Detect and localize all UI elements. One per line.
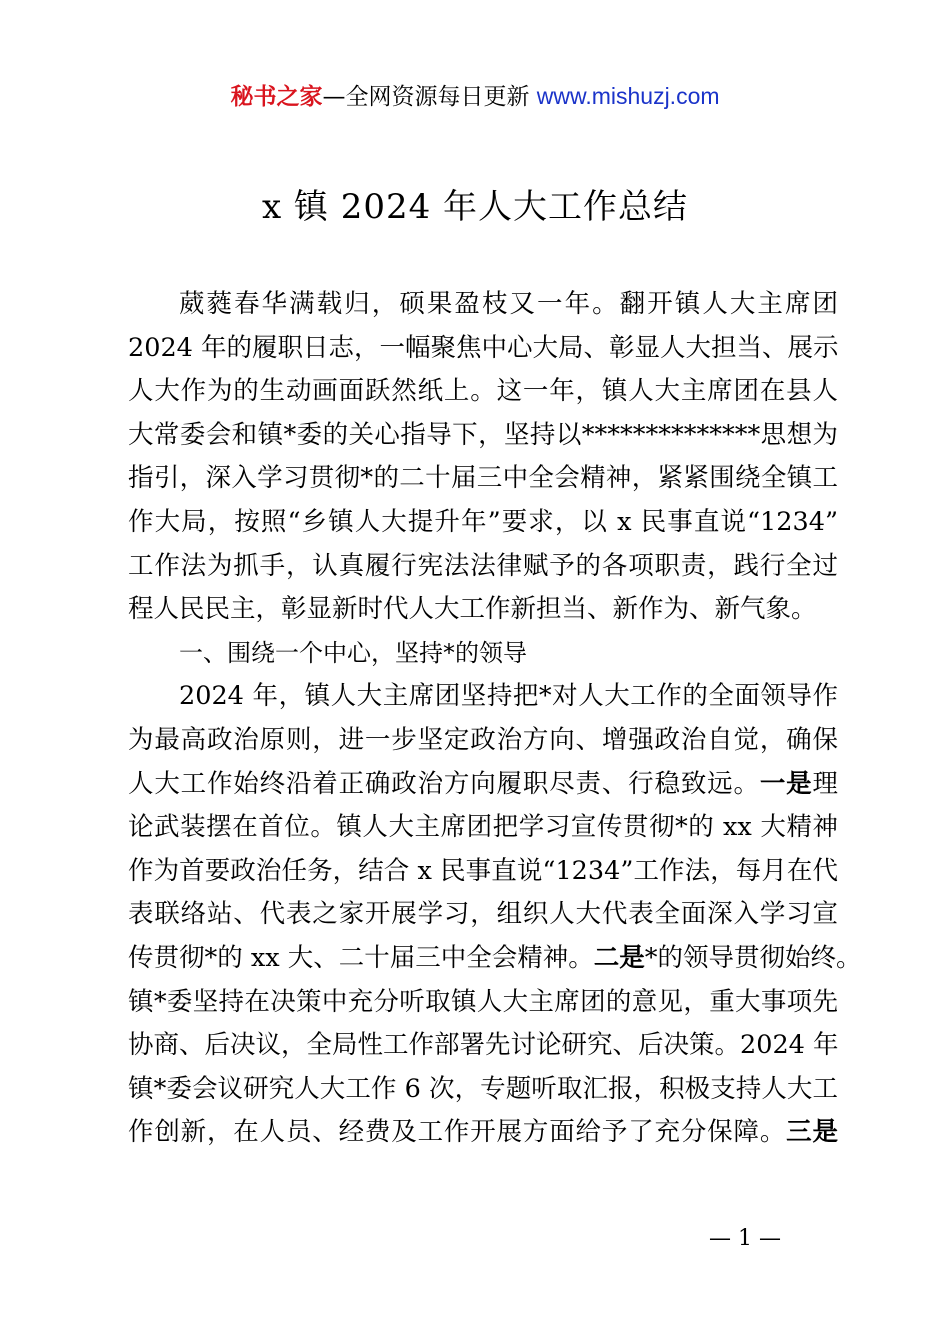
- site-tagline: —全网资源每日更新: [322, 84, 530, 110]
- text-line: 大常委会和镇*委的关心指导下，坚持以**************思想为: [128, 419, 838, 450]
- text-segment: 理: [812, 768, 838, 799]
- text-line: 人大作为的生动画面跃然纸上。这一年，镇人大主席团在县人: [128, 376, 838, 407]
- text-segment: 传贯彻*的 xx 大、二十届三中全会精神。: [128, 942, 594, 973]
- text-line: 论武装摆在首位。镇人大主席团把学习宣传贯彻*的 xx 大精神: [128, 812, 838, 843]
- paragraph-intro: [128, 283, 838, 632]
- text-line: 2024 年，镇人大主席团坚持把*对人大工作的全面领导作: [179, 681, 838, 712]
- text-line: 表联络站、代表之家开展学习，组织人大代表全面深入学习宣: [128, 899, 838, 930]
- text-line: 程人民民主，彰显新时代人大工作新担当、新作为、新气象。: [128, 594, 817, 625]
- bold-marker: 三是: [786, 1117, 838, 1148]
- document-title: x 镇 2024 年人大工作总结: [261, 187, 689, 227]
- text-line: 作大局，按照“乡镇人大提升年”要求，以 x 民事直说“1234”: [128, 506, 838, 537]
- text-line: 为最高政治原则，进一步坚定政治方向、增强政治自觉，确保: [128, 724, 838, 755]
- text-line: [128, 937, 862, 981]
- text-line: 镇*委会议研究人大工作 6 次，专题听取汇报，积极支持人大工: [128, 1073, 838, 1104]
- bold-marker: 一是: [759, 768, 813, 799]
- text-segment: 作创新，在人员、经费及工作开展方面给予了充分保障。: [128, 1117, 787, 1148]
- page-number: — 1 —: [709, 1226, 781, 1251]
- text-line: 作为首要政治任务，结合 x 民事直说“1234”工作法，每月在代: [128, 855, 838, 886]
- text-line: 指引，深入学习贯彻*的二十届三中全会精神，紧紧围绕全镇工: [128, 463, 838, 494]
- site-url-link[interactable]: www.mishuzj.com: [536, 83, 720, 109]
- text-line: 葳蕤春华满载归，硕果盈枝又一年。翻开镇人大主席团: [179, 289, 838, 319]
- paragraph-section-1: [128, 675, 862, 1155]
- text-line: 协商、后决议，全局性工作部署先讨论研究、后决策。2024 年: [128, 1030, 839, 1061]
- text-line: 镇*委坚持在决策中充分听取镇人大主席团的意见，重大事项先: [128, 986, 838, 1017]
- text-line: [128, 1111, 838, 1155]
- text-line: [128, 763, 838, 807]
- document-body: [128, 283, 862, 1155]
- text-segment: *的领导贯彻始终。: [644, 942, 862, 973]
- section-heading: 一、围绕一个中心，坚持*的领导: [179, 638, 527, 667]
- bold-marker: 二是: [593, 942, 645, 973]
- text-line: 工作法为抓手，认真履行宪法法律赋予的各项职责，践行全过: [128, 550, 838, 581]
- site-brand: 秘书之家: [230, 84, 323, 110]
- site-banner: [0, 80, 950, 113]
- text-line: 2024 年的履职日志，一幅聚焦中心大局、彰显人大担当、展示: [128, 332, 839, 363]
- text-segment: 人大工作始终沿着正确政治方向履职尽责、行稳致远。: [128, 768, 760, 799]
